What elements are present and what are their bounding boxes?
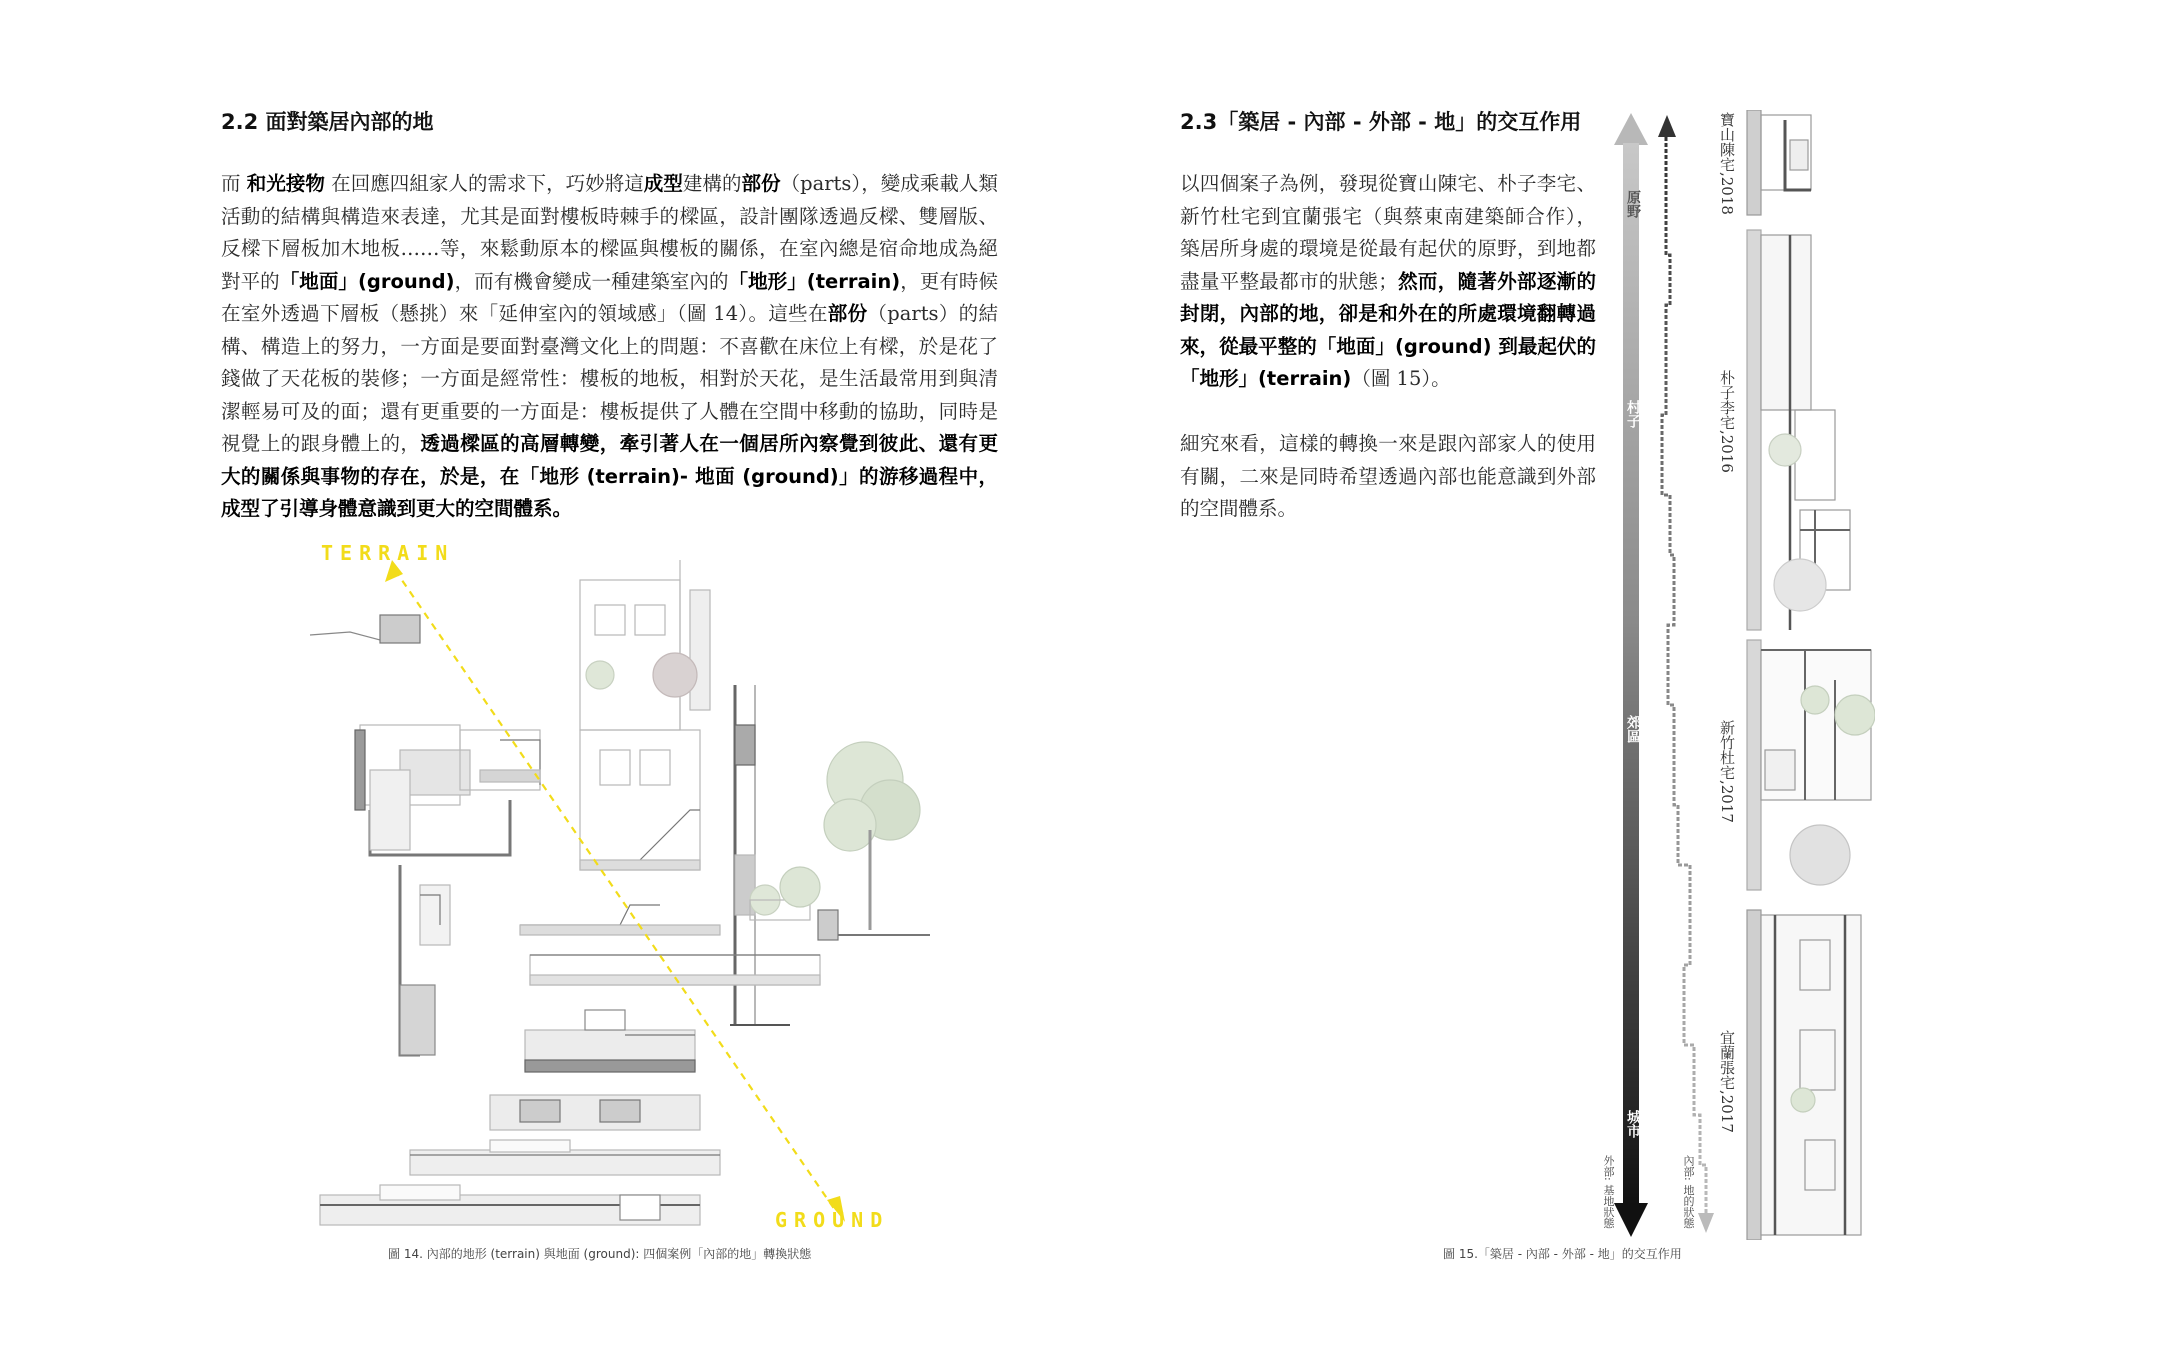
emphasis-text: 成型 <box>643 172 683 195</box>
figure-15-caption: 圖 15.「築居 - 內部 - 外部 - 地」的交互作用 <box>1443 1247 1682 1261</box>
text-run: （parts），變成乘載人類活動的結構與構造來表達，尤其是面對樓板時棘手的樑區，設計團隊透過反樑、雙層版、反樑下層板加木地板……等，來鬆動原本的樑區與樓板的關係，在室內總是宿命地成為絕對平的 <box>221 172 998 293</box>
bar-label-village: 村子 <box>1625 400 1641 428</box>
house-label-puzi: 朴子李宅,2016 <box>1718 370 1736 473</box>
text-run: 而 <box>221 172 247 195</box>
case-4-section <box>400 865 450 1055</box>
interior-up-arrowhead <box>1658 115 1676 137</box>
text-run: ，而有機會變成一種建築室內的 <box>454 269 729 293</box>
long-section-6 <box>320 1185 700 1225</box>
exterior-gradient-bar <box>1623 143 1639 1205</box>
bar-label-wilderness: 原野 <box>1625 190 1641 218</box>
house-strip-puzi <box>1747 230 1850 630</box>
text-run: 細究來看，這樣的轉換一來是跟內部家人的使用有關，二來是同時希望透過內部也能意識到外部的空間體系。 <box>1180 432 1596 520</box>
bar-label-suburb: 郊區 <box>1625 715 1641 743</box>
emphasis-text: 然而，隨著外部逐漸的封閉，內部的地，卻是和外在的所處環境翻轉過來，從最平整的「地面」(ground) 到最起伏的「地形」(terrain) <box>1180 269 1596 390</box>
text-run: （圖 15）。 <box>1351 367 1451 390</box>
long-section-5 <box>410 1140 720 1175</box>
axis-label-exterior: 外部: 基地狀態 <box>1602 1155 1615 1229</box>
body-paragraph-2-3-a <box>1180 168 1596 396</box>
emphasis-text: 「地面」(ground) <box>279 269 455 293</box>
interior-down-arrowhead <box>1698 1213 1714 1233</box>
figure-14-section-drawings <box>300 560 940 1230</box>
interior-profile-line <box>1662 137 1706 1215</box>
tree-illustration <box>818 742 930 940</box>
emphasis-text: 部份 <box>827 302 868 325</box>
figure-14-caption: 圖 14. 內部的地形 (terrain) 與地面 (ground): 四個案例「內部的地」轉換狀態 <box>388 1247 812 1261</box>
case-1-section <box>310 615 540 855</box>
text-run: （parts）的結構、構造上的努力，一方面是要面對臺灣文化上的問題：不喜歡在床位上有樑，於是花了錢做了天花板的裝修；一方面是經常性：樓板的地板，相對於天花，是生活最常用到與清潔輕易可及的面；還有更重要的一方面是：樓板提供了人體在空間中移動的協助，同時是視覺上的跟身體上的， <box>221 302 998 455</box>
text-run: ，更有時候在室外透過下層板（懸挑）來「延伸室內的領域感」（圖 14）。這些在 <box>221 269 998 325</box>
long-section-2 <box>530 955 820 985</box>
body-paragraph-2-2 <box>221 168 998 526</box>
text-run: 建構的 <box>682 172 742 195</box>
house-strip-hsinchu <box>1747 640 1875 890</box>
section-heading-2-3: 2.3「築居 - 內部 - 外部 - 地」的交互作用 <box>1180 110 1582 134</box>
bar-label-city: 城市 <box>1625 1110 1641 1138</box>
case-3-section <box>730 685 790 1025</box>
house-strip-yilan <box>1747 910 1861 1240</box>
house-label-baoshan: 寶山陳宅,2018 <box>1718 112 1736 215</box>
terrain-label: TERRAIN <box>321 541 455 565</box>
house-label-hsinchu: 新竹杜宅,2017 <box>1718 720 1736 823</box>
body-paragraph-2-3-b <box>1180 428 1596 526</box>
ground-label: GROUND <box>775 1208 890 1232</box>
axis-label-interior: 內部: 地的狀態 <box>1682 1155 1695 1229</box>
house-strip-baoshan <box>1747 110 1811 215</box>
exterior-up-arrowhead <box>1614 113 1648 145</box>
emphasis-text: 和光接物 <box>246 172 325 195</box>
emphasis-text: 透過樑區的高層轉變，牽引著人在一個居所內察覺到彼此、還有更大的關係與事物的存在，於是，在「地形 (terrain)- 地面 (ground)」的游移過程中，成型了引導身體意識到更大的空間體系。 <box>221 432 998 520</box>
house-label-yilan: 宜蘭張宅,2017 <box>1718 1030 1736 1133</box>
exterior-down-arrowhead <box>1614 1203 1648 1237</box>
long-section-3 <box>525 1010 695 1072</box>
text-run: 在回應四組家人的需求下，巧妙將這 <box>324 172 644 195</box>
long-section-4 <box>490 1095 700 1130</box>
emphasis-text: 部份 <box>741 172 781 195</box>
section-heading-2-2: 2.2 面對築居內部的地 <box>221 110 434 134</box>
text-run: 以四個案子為例，發現從寶山陳宅、朴子李宅、新竹杜宅到宜蘭張宅（與蔡東南建築師合作），築居所身處的環境是從最有起伏的原野，到地都盡量平整最都市的狀態； <box>1180 172 1596 293</box>
case-2-section <box>580 560 710 870</box>
emphasis-text: 「地形」(terrain) <box>728 269 901 293</box>
house-section-strips <box>1745 110 1875 1240</box>
